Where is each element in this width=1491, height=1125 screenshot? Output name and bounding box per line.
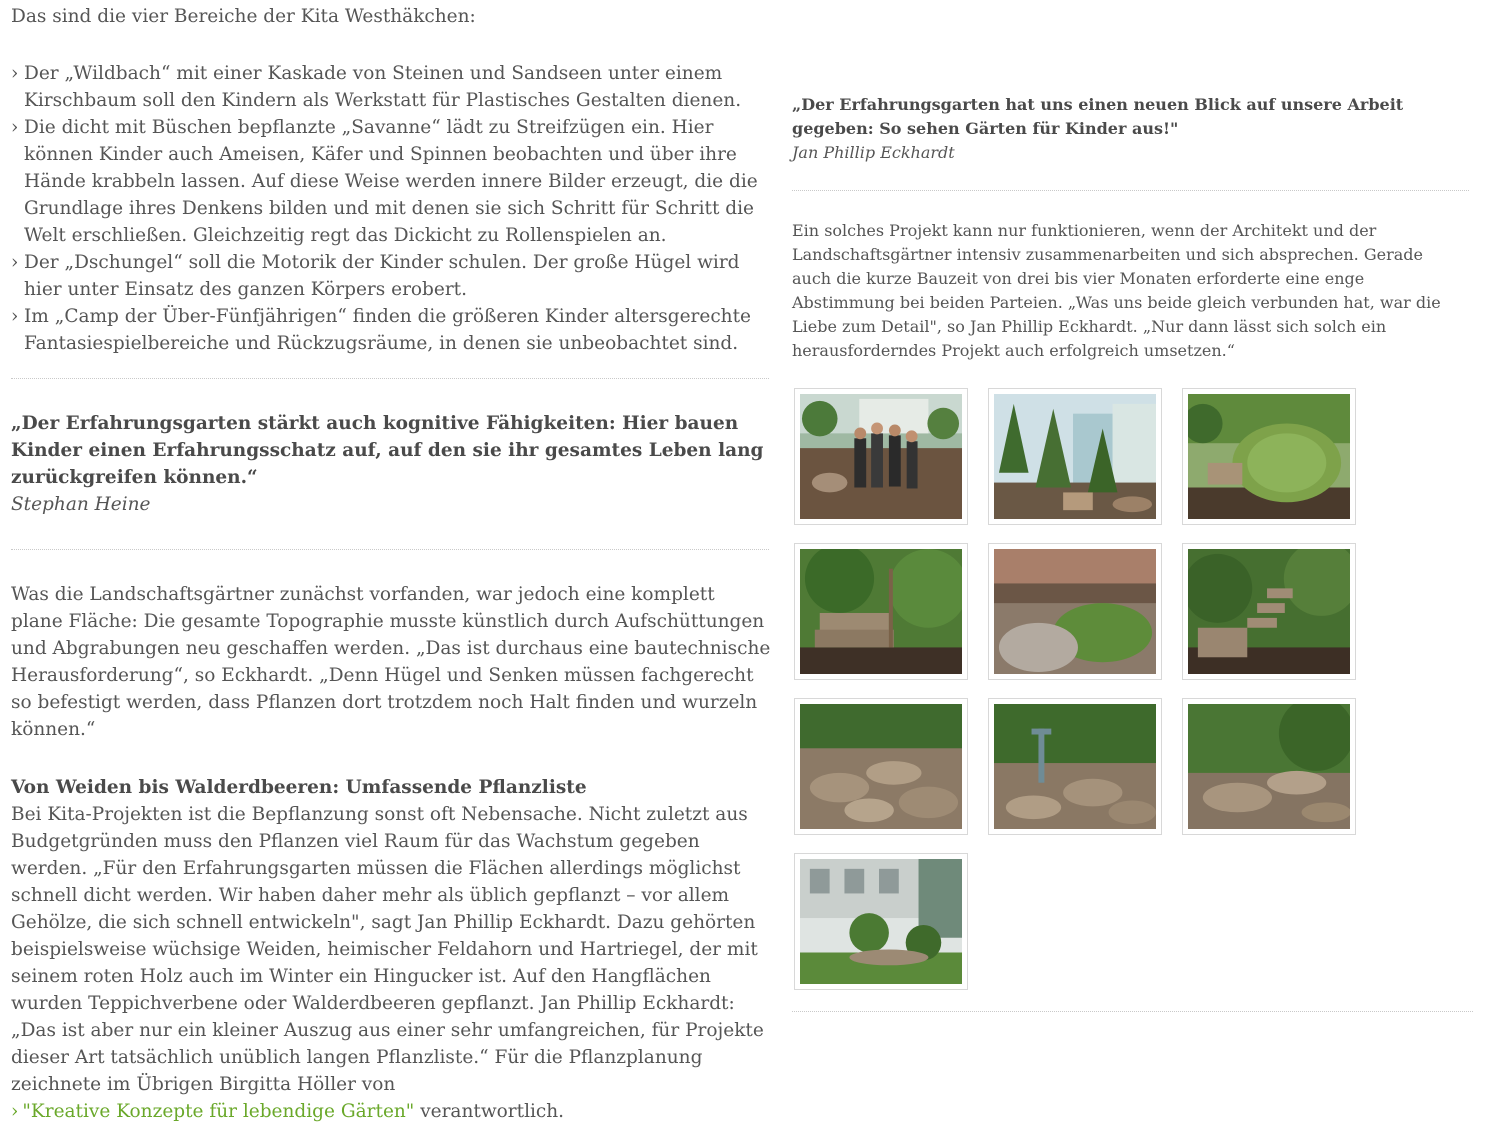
list-item: › Im „Camp der Über-Fünfjährigen“ finden die größeren Kinder altersgerechte Fantasiespielbereiche und Rückzugsräume, in denen sie unbeobachtet sind.	[11, 303, 771, 357]
building-trees-photo	[994, 394, 1156, 519]
gallery-thumbnail[interactable]	[1182, 543, 1356, 680]
water-pump-photo	[994, 704, 1156, 829]
quote-text: „Der Erfahrungsgarten stärkt auch kognitive Fähigkeiten: Hier bauen Kinder einen Erfahrungsschatz auf, auf den sie ihr gesamtes Leben lang zurückgreifen können.“	[11, 413, 764, 488]
quote-text: „Der Erfahrungsgarten hat uns einen neuen Blick auf unsere Arbeit gegeben: So sehen Gärten für Kinder aus!"	[792, 95, 1404, 138]
link-suffix: verantwortlich.	[414, 1101, 565, 1122]
gallery-thumbnail[interactable]	[794, 543, 968, 680]
paragraph-plants-text: Bei Kita-Projekten ist die Bepflanzung sonst oft Nebensache. Nicht zuletzt aus Budgetgründen muss den Pflanzen viel Raum für das Wachstum gegeben werden. „Für den Erfahrungsgarten müssen die Flächen allerdings möglichst schnell dicht werden. Wir haben daher mehr als üblich gepflanzt – vor allem Gehölze, die sich schnell entwickeln", sagt Jan Phillip Eckhardt. Dazu gehörten beispielsweise wüchsige Weiden, heimischer Feldahorn und Hartriegel, der mit seinem roten Holz auch im Winter ein Hingucker ist. Auf den Hangflächen wurden Teppichverbene oder Walderdbeeren gepflanzt. Jan Phillip Eckhardt: „Das ist aber nur ein kleiner Auszug aus einer sehr umfangreichen, für Projekte dieser Art tatsächlich unüblich langen Pflanzliste.“ Für die Pflanzplanung zeichnete im Übrigen Birgitta Höller von	[11, 804, 764, 1095]
gallery-thumbnail[interactable]	[988, 388, 1162, 525]
paragraph-topography: Was die Landschaftsgärtner zunächst vorfanden, war jedoch eine komplett plane Fläche: Die gesamte Topographie musste künstlich durch Aufschüttungen und Abgrabungen neu geschaffen werden. „Das ist durchaus eine bautechnische Herausforderung“, so Eckhardt. „Denn Hügel und Senken müssen fachgerecht so befestigt werden, dass Pflanzen dort trotzdem noch Halt finden und wurzeln können.“	[11, 584, 771, 740]
garden-building-photo	[800, 859, 962, 984]
section-heading: Von Weiden bis Walderdbeeren: Umfassende Pflanzliste	[11, 777, 587, 798]
chevron-right-icon: ›	[11, 1101, 19, 1122]
list-item: › Die dicht mit Büschen bepflanzte „Savanne“ lädt zu Streifzügen ein. Hier können Kinder auch Ameisen, Käfer und Spinnen beobachten und über ihre Hände krabbeln lassen. Auf diese Weise werden innere Bilder erzeugt, die die Grundlage ihres Denkens bilden und mit denen sie sich Schritt für Schritt die Welt erschließen. Gleichzeitig regt das Dickicht zu Rollenspielen an.	[11, 114, 771, 249]
area-list	[11, 60, 771, 357]
gallery-thumbnail[interactable]	[794, 388, 968, 525]
quote-author: Stephan Heine	[11, 494, 151, 515]
plant-list-section	[11, 774, 771, 1125]
stone-slab-moss-photo	[994, 549, 1156, 674]
list-item: › Der „Dschungel“ soll die Motorik der Kinder schulen. Der große Hügel wird hier unter Einsatz des ganzen Körpers erobert.	[11, 249, 771, 303]
gallery-thumbnail[interactable]	[794, 853, 968, 990]
bamboo-hedge-photo	[1188, 394, 1350, 519]
paragraph-plants	[11, 801, 771, 1125]
rock-cascade-photo	[800, 704, 962, 829]
kreative-konzepte-link[interactable]: "Kreative Konzepte für lebendige Gärten"	[22, 1101, 415, 1122]
gallery-thumbnail[interactable]	[988, 543, 1162, 680]
gallery-thumbnail[interactable]	[988, 698, 1162, 835]
stone-wall-photo	[800, 549, 962, 674]
list-item: › Der „Wildbach“ mit einer Kaskade von Steinen und Sandseen unter einem Kirschbaum soll den Kindern als Werkstatt für Plastisches Gestalten dienen.	[11, 60, 771, 114]
divider	[11, 378, 769, 379]
gallery-thumbnail[interactable]	[794, 698, 968, 835]
paragraph-collaboration: Ein solches Projekt kann nur funktionieren, wenn der Architekt und der Landschaftsgärtner intensiv zusammenarbeiten und sich absprechen. Gerade auch die kurze Bauzeit von drei bis vier Monaten erforderte eine enge Abstimmung bei beiden Parteien. „Was uns beide gleich verbunden hat, war die Liebe zum Detail", so Jan Phillip Eckhardt. „Nur dann lässt sich solch ein herausforderndes Projekt auch erfolgreich umsetzen.“	[792, 221, 1441, 360]
quote-author: Jan Phillip Eckhardt	[792, 143, 955, 162]
rock-path-photo	[1188, 704, 1350, 829]
gallery-thumbnail[interactable]	[1182, 698, 1356, 835]
divider	[792, 1011, 1473, 1012]
quote-block-right	[792, 93, 1452, 165]
quote-block	[11, 410, 771, 518]
workers-photo	[800, 394, 962, 519]
divider	[792, 190, 1469, 191]
stone-steps-photo	[1188, 549, 1350, 674]
divider	[11, 549, 769, 550]
gallery-thumbnail[interactable]	[1182, 388, 1356, 525]
intro-text: Das sind die vier Bereiche der Kita Westhäkchen:	[11, 6, 476, 27]
